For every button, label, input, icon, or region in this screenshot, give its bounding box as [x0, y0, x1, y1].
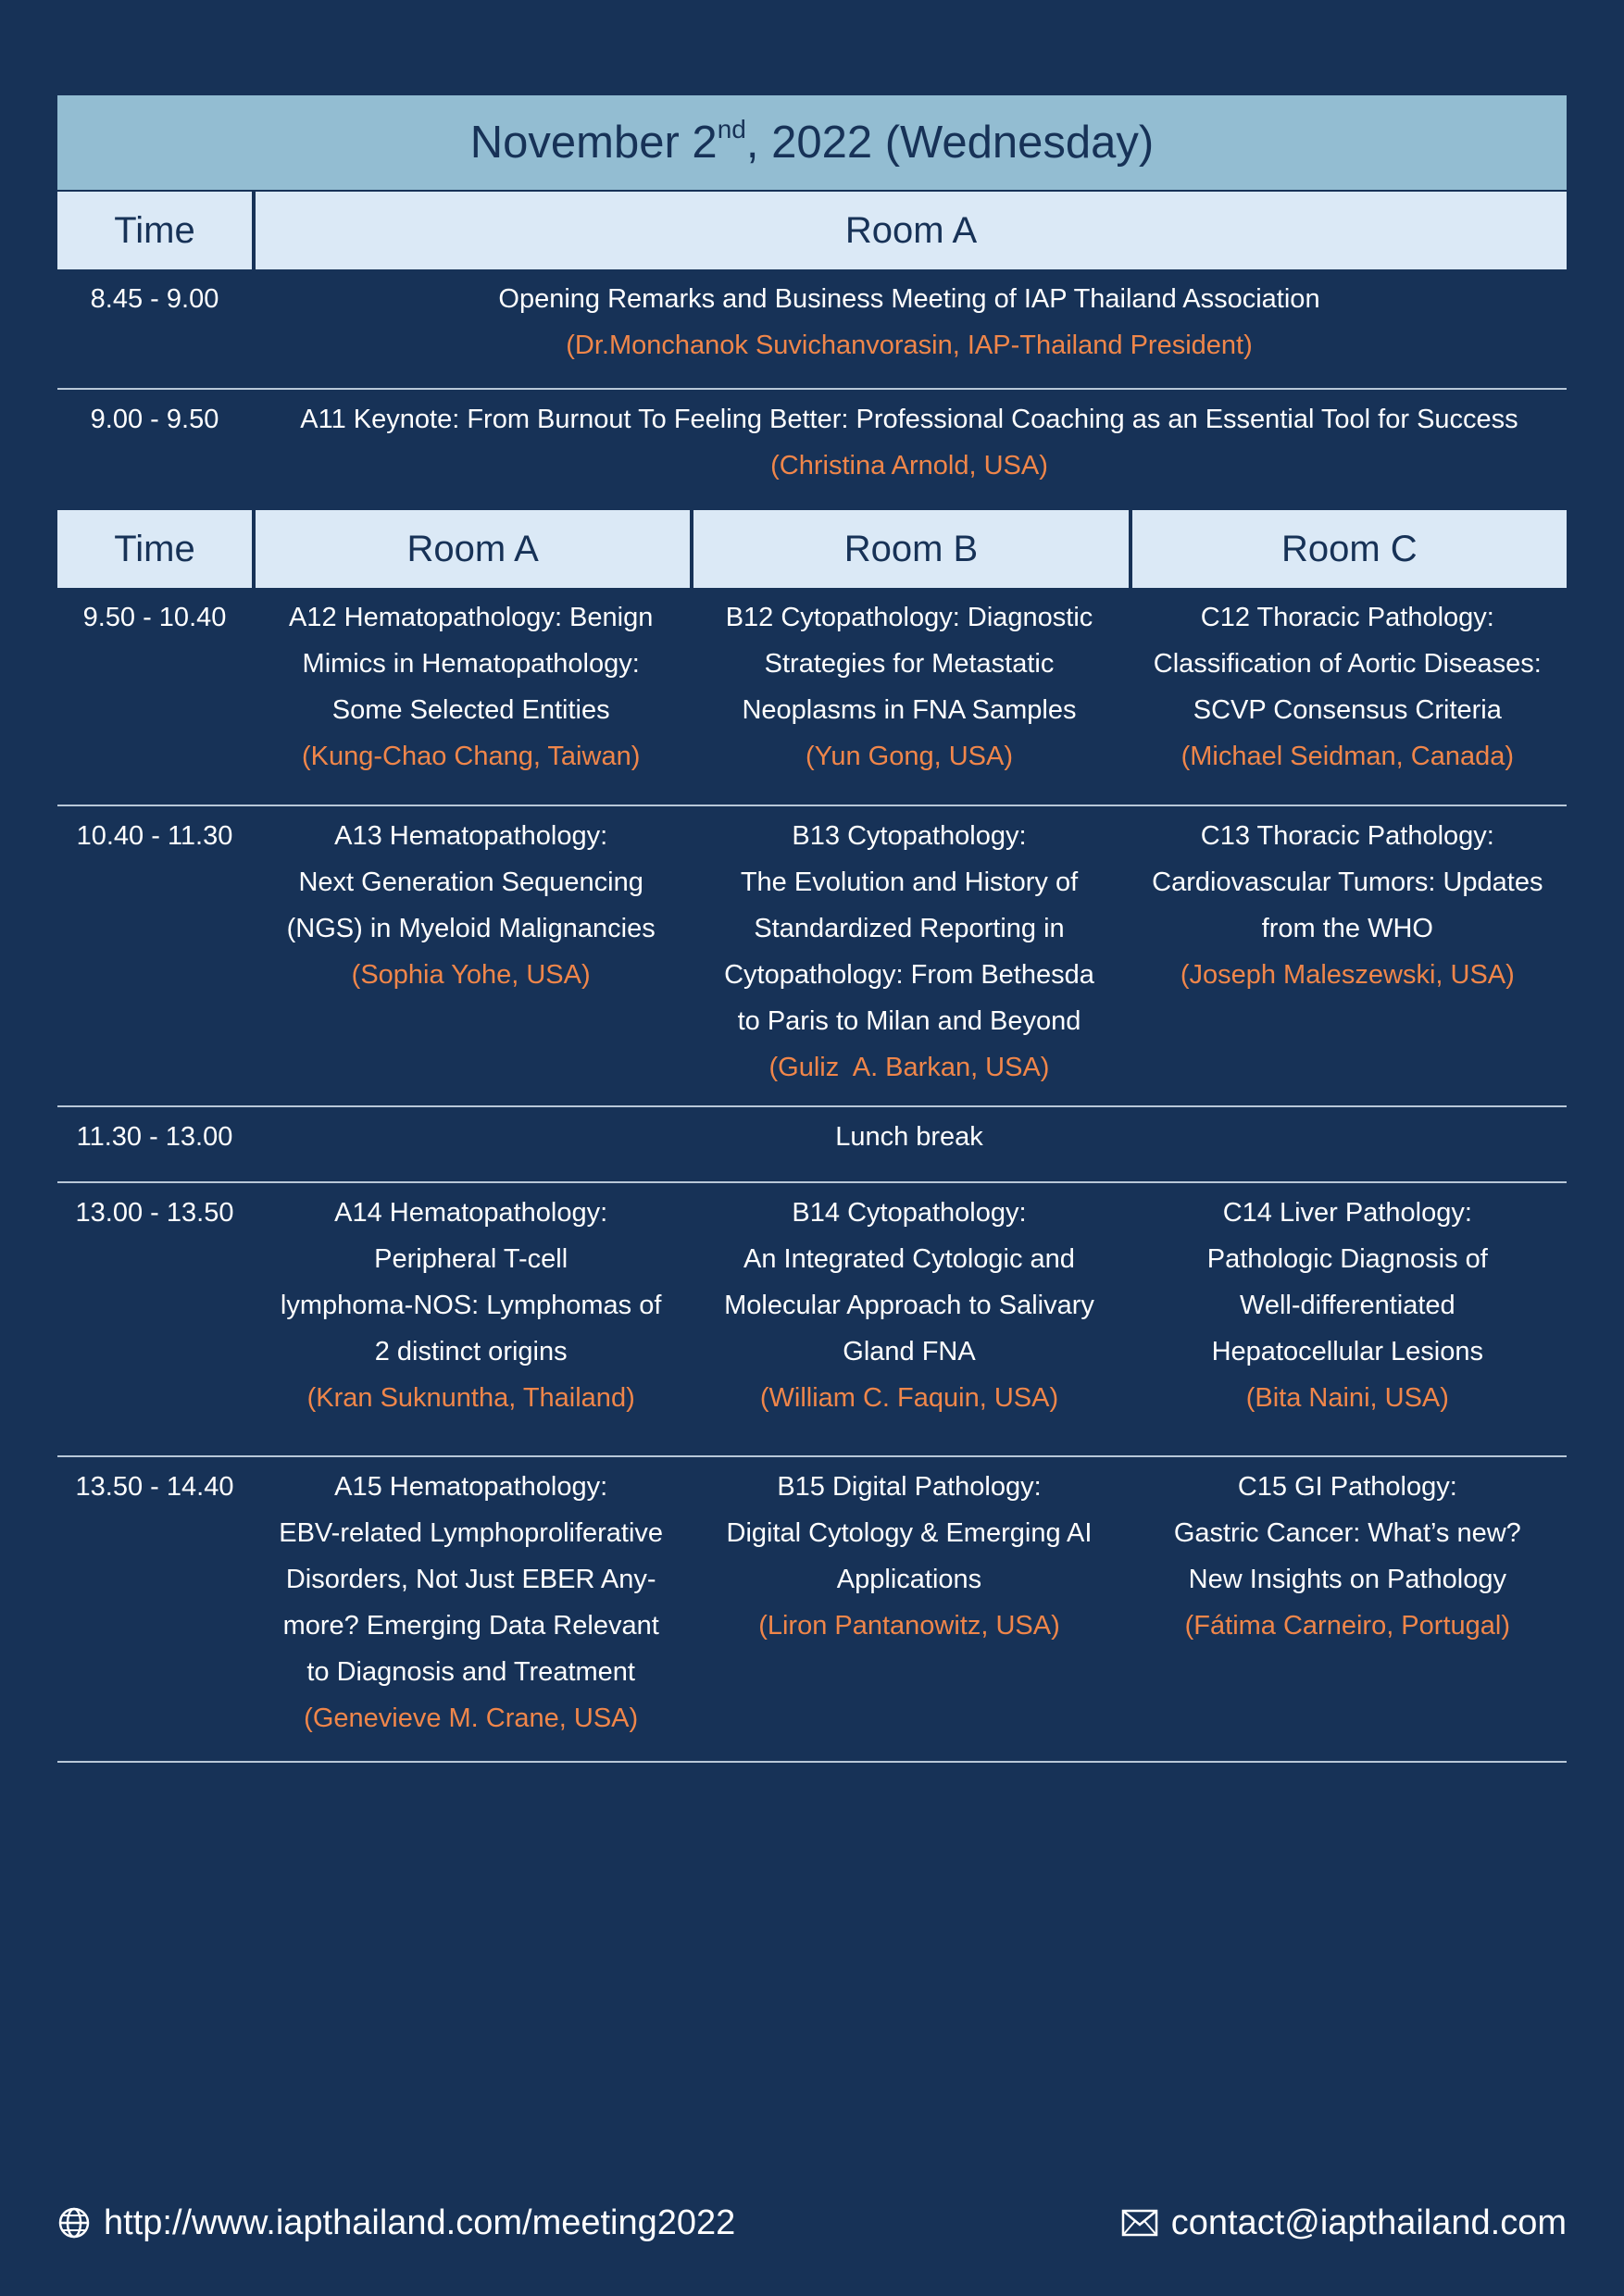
session-speaker: (Liron Pantanowitz, USA): [758, 1611, 1060, 1641]
session-line: C15 GI Pathology:: [1237, 1472, 1457, 1502]
session-room-b: [690, 813, 1128, 1105]
website-link[interactable]: http://www.iapthailand.com/meeting2022: [104, 2202, 736, 2242]
session-line: Molecular Approach to Salivary: [724, 1291, 1094, 1320]
session-room-c: [1129, 594, 1567, 805]
session-line: Mimics in Hematopathology:: [302, 649, 640, 679]
session-line: C14 Liver Pathology:: [1222, 1198, 1472, 1228]
session-line: more? Emerging Data Relevant: [282, 1611, 659, 1641]
session-room-b: [690, 594, 1128, 805]
schedule-row: [57, 588, 1567, 806]
session-speaker: (Christina Arnold, USA): [770, 451, 1048, 480]
header-time: Time: [114, 209, 195, 251]
session-line: A13 Hematopathology:: [334, 821, 608, 851]
date-banner: [57, 95, 1567, 190]
session-speaker: (Kung-Chao Chang, Taiwan): [301, 742, 641, 771]
session-line: from the WHO: [1261, 914, 1433, 943]
session-room-c: [1129, 1464, 1567, 1761]
session-title: A11 Keynote: From Burnout To Feeling Better: Professional Coaching as an Essential Tool for Success: [300, 405, 1518, 434]
header-room-c: Room C: [1129, 510, 1567, 588]
session-line: SCVP Consensus Criteria: [1193, 695, 1502, 725]
session-line: Digital Cytology & Emerging AI: [726, 1518, 1093, 1548]
session-line: Neoplasms in FNA Samples: [742, 695, 1077, 725]
session-line: Cytopathology: From Bethesda: [724, 960, 1094, 990]
session-line: 2 distinct origins: [374, 1337, 568, 1366]
row-time: 9.50 - 10.40: [82, 603, 227, 632]
session-speaker: (William C. Faquin, USA): [759, 1383, 1059, 1413]
session-line: A14 Hematopathology:: [334, 1198, 608, 1228]
footer-website[interactable]: [57, 2203, 735, 2243]
row-time: 13.00 - 13.50: [75, 1198, 234, 1228]
schedule-row-opening: [57, 269, 1567, 390]
envelope-icon: [1121, 2209, 1158, 2237]
session-line: A12 Hematopathology: Benign: [288, 603, 654, 632]
date-ordinal-suffix: nd: [717, 115, 746, 144]
session-opening: [252, 276, 1567, 388]
session-line: Applications: [836, 1565, 982, 1594]
session-line: lymphoma-NOS: Lymphomas of: [280, 1291, 662, 1320]
program-page: [57, 95, 1567, 1763]
session-speaker: (Sophia Yohe, USA): [351, 960, 591, 990]
session-line: New Insights on Pathology: [1188, 1565, 1506, 1594]
email-link[interactable]: contact@iapthailand.com: [1170, 2202, 1567, 2242]
session-line: Gland FNA: [843, 1337, 976, 1366]
row-time: 8.45 - 9.00: [90, 284, 219, 314]
session-keynote: [252, 396, 1567, 510]
session-room-a: [252, 1464, 690, 1761]
session-room-a: [252, 594, 690, 805]
session-title: Opening Remarks and Business Meeting of IAP Thailand Association: [498, 284, 1320, 314]
session-line: An Integrated Cytologic and: [743, 1244, 1075, 1274]
header-time: Time: [114, 528, 195, 569]
row-time: 9.00 - 9.50: [90, 405, 219, 434]
globe-icon: [57, 2206, 91, 2240]
row-time: 11.30 - 13.00: [76, 1122, 233, 1152]
session-speaker: (Michael Seidman, Canada): [1181, 742, 1515, 771]
session-speaker: (Yun Gong, USA): [805, 742, 1014, 771]
session-line: (NGS) in Myeloid Malignancies: [286, 914, 656, 943]
row-time: 13.50 - 14.40: [75, 1472, 234, 1502]
session-line: Well-differentiated: [1239, 1291, 1455, 1320]
session-line: Peripheral T-cell: [374, 1244, 568, 1274]
session-line: A15 Hematopathology:: [334, 1472, 608, 1502]
session-speaker: (Genevieve M. Crane, USA): [304, 1703, 639, 1733]
session-line: B15 Digital Pathology:: [777, 1472, 1042, 1502]
session-room-a: [252, 1190, 690, 1455]
session-line: Hepatocellular Lesions: [1211, 1337, 1484, 1366]
session-speaker: (Bita Naini, USA): [1245, 1383, 1449, 1413]
lunch-break-label: Lunch break: [835, 1122, 983, 1152]
row-time: 10.40 - 11.30: [76, 821, 233, 851]
header-room-b: Room B: [690, 510, 1128, 588]
session-speaker: (Fátima Carneiro, Portugal): [1184, 1611, 1510, 1641]
header-row-three-rooms: [57, 510, 1567, 588]
session-line: Next Generation Sequencing: [298, 867, 643, 897]
session-line: C13 Thoracic Pathology:: [1200, 821, 1494, 851]
session-line: The Evolution and History of: [740, 867, 1079, 897]
session-speaker: (Kran Suknuntha, Thailand): [306, 1383, 635, 1413]
session-room-b: [690, 1190, 1128, 1455]
session-line: to Diagnosis and Treatment: [306, 1657, 635, 1687]
session-line: B13 Cytopathology:: [792, 821, 1027, 851]
session-room-b: [690, 1464, 1128, 1761]
session-line: Some Selected Entities: [331, 695, 610, 725]
session-line: Classification of Aortic Diseases:: [1153, 649, 1542, 679]
session-line: Standardized Reporting in: [754, 914, 1065, 943]
header-row-single-room: [57, 192, 1567, 269]
session-line: Pathologic Diagnosis of: [1206, 1244, 1488, 1274]
session-speaker: (Guliz A. Barkan, USA): [768, 1053, 1050, 1082]
session-line: Cardiovascular Tumors: Updates: [1152, 867, 1543, 897]
session-line: B12 Cytopathology: Diagnostic: [725, 603, 1093, 632]
session-line: Gastric Cancer: What’s new?: [1173, 1518, 1521, 1548]
session-line: Disorders, Not Just EBER Any-: [285, 1565, 656, 1594]
schedule-row: [57, 806, 1567, 1107]
date-suffix: , 2022 (Wednesday): [745, 118, 1155, 168]
header-room-a: Room A: [252, 192, 1567, 269]
session-line: Strategies for Metastatic: [764, 649, 1055, 679]
schedule-row: [57, 1457, 1567, 1763]
session-line: EBV-related Lymphoproliferative: [279, 1518, 664, 1548]
session-line: C12 Thoracic Pathology:: [1200, 603, 1494, 632]
schedule-row-lunch: [57, 1107, 1567, 1183]
schedule-row: [57, 1183, 1567, 1457]
session-line: to Paris to Milan and Beyond: [737, 1006, 1081, 1036]
session-room-c: [1129, 1190, 1567, 1455]
session-room-c: [1129, 813, 1567, 1105]
session-speaker: (Joseph Maleszewski, USA): [1180, 960, 1515, 990]
schedule-row-keynote: [57, 390, 1567, 510]
session-speaker: (Dr.Monchanok Suvichanvorasin, IAP-Thailand President): [566, 331, 1253, 360]
session-room-a: [252, 813, 690, 1105]
session-line: B14 Cytopathology:: [792, 1198, 1027, 1228]
footer-email[interactable]: [1121, 2203, 1567, 2243]
footer: [57, 2192, 1567, 2253]
date-prefix: November 2: [469, 118, 718, 168]
header-room-a: Room A: [252, 510, 690, 588]
